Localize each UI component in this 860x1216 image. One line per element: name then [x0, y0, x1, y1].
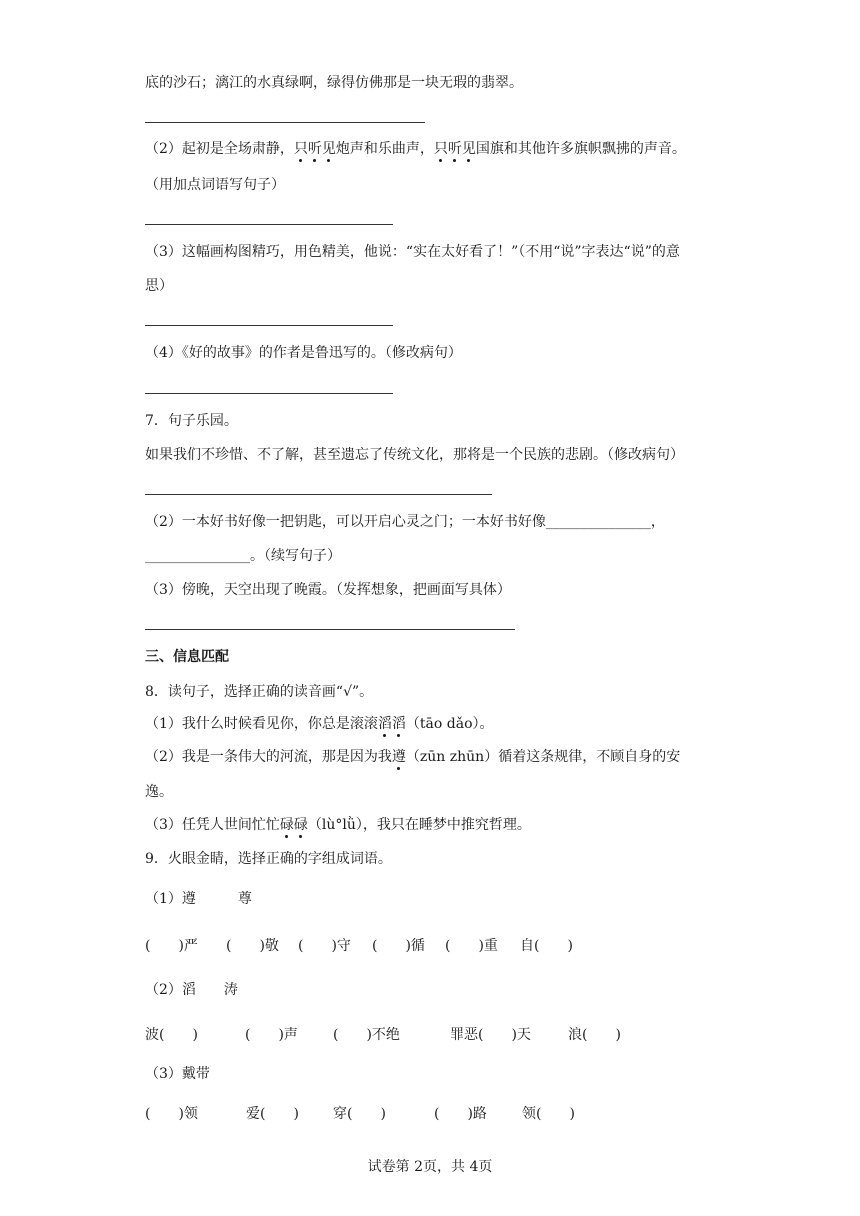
fill-blank-row	[0, 1104, 860, 1124]
group-label: （1）遵 尊	[145, 891, 252, 907]
fill-blank-item[interactable]: ( )重	[445, 938, 498, 954]
fill-blank-item[interactable]: ( )声	[245, 1027, 298, 1043]
fill-blank-item[interactable]: 爱( )	[246, 1106, 299, 1122]
sentence-line	[145, 139, 686, 159]
dotted-char: 只	[433, 141, 448, 157]
fill-blank-row	[0, 1025, 860, 1045]
group-label: （2）滔 涛	[145, 982, 238, 998]
answer-line[interactable]	[145, 325, 393, 326]
sentence-line: （3）这幅画构图精巧，用色精美，他说：“实在太好看了！”（不用“说”字表达“说”的意	[145, 244, 680, 260]
question-title: 7．句子乐园。	[145, 413, 238, 429]
fill-blank-item[interactable]: ( )守	[298, 938, 351, 954]
answer-line[interactable]	[145, 393, 393, 394]
answer-line[interactable]	[145, 122, 425, 123]
fill-blank-item[interactable]: 穿( )	[333, 1106, 386, 1122]
fill-blank-item[interactable]: ( )不绝	[333, 1027, 400, 1043]
instruction-note: （用加点词语写句子）	[145, 177, 285, 193]
text-segment: 炮声和乐曲声，	[335, 141, 434, 157]
question-title: 8．读句子，选择正确的读音画“√”。	[145, 684, 374, 700]
group-label: （3）戴带	[145, 1066, 210, 1082]
fill-blank-item[interactable]: 领( )	[522, 1106, 575, 1122]
sentence-line	[145, 815, 531, 835]
dotted-char: 只	[293, 141, 308, 157]
dotted-char: 碌	[279, 817, 294, 833]
question-title: 9．火眼金睛，选择正确的字组成词语。	[145, 851, 392, 867]
answer-line[interactable]	[145, 629, 515, 630]
text-segment: （3）任凭人世间忙忙	[145, 817, 280, 833]
sentence-line	[145, 714, 494, 734]
answer-line[interactable]	[145, 224, 393, 225]
text-segment: （2）我是一条伟大的河流，那是因为我	[145, 749, 392, 765]
dotted-char: 碌	[293, 817, 308, 833]
dotted-char: 滔	[391, 716, 406, 732]
text-segment: （lù°lǜ），我只在睡梦中推究哲理。	[307, 817, 531, 833]
answer-line[interactable]	[145, 494, 492, 495]
text-segment: （2）起初是全场肃静，	[145, 141, 294, 157]
dotted-char: 见	[461, 141, 476, 157]
sentence-line: _______________。（续写句子）	[145, 548, 341, 564]
sentence-line: 思）	[145, 278, 173, 294]
dotted-char: 遵	[391, 749, 406, 765]
fill-blank-item[interactable]: 波( )	[145, 1027, 198, 1043]
fill-blank-item[interactable]: ( )领	[145, 1106, 198, 1122]
sentence-line	[145, 747, 680, 767]
sentence-line: （4）《好的故事》的作者是鲁迅写的。（修改病句）	[145, 345, 462, 361]
section-heading: 三、信息匹配	[145, 649, 229, 665]
sentence-line: （2）一本好书好像一把钥匙，可以开启心灵之门；一本好书好像_______________，	[145, 514, 665, 530]
fill-blank-item[interactable]: ( )路	[434, 1106, 487, 1122]
dotted-char: 听	[307, 141, 322, 157]
text-segment: （zūn zhūn）循着这条规律，不顾自身的安	[405, 749, 681, 765]
text-segment: 国旗和其他许多旗帜飘拂的声音。	[475, 141, 686, 157]
sentence-line: 底的沙石；漓江的水真绿啊，绿得仿佛那是一块无瑕的翡翠。	[145, 75, 523, 91]
fill-blank-item[interactable]: ( )循	[372, 938, 425, 954]
fill-blank-item[interactable]: 罪恶( )天	[450, 1027, 531, 1043]
fill-blank-item[interactable]: ( )严	[145, 938, 198, 954]
fill-blank-item[interactable]: 浪( )	[568, 1027, 621, 1043]
sentence-line: 如果我们不珍惜、不了解，甚至遗忘了传统文化，那将是一个民族的悲剧。（修改病句）	[145, 447, 684, 463]
page-footer: 试卷第 2页，共 4页	[367, 1159, 493, 1175]
fill-blank-item[interactable]: ( )敬	[226, 938, 279, 954]
text-segment: （tāo dǎo）。	[405, 716, 494, 732]
dotted-char: 听	[447, 141, 462, 157]
dotted-char: 见	[321, 141, 336, 157]
text-segment: （1）我什么时候看见你，你总是滚滚	[145, 716, 378, 732]
dotted-char: 滔	[377, 716, 392, 732]
sentence-line: 逸。	[145, 784, 173, 800]
fill-blank-row	[0, 936, 860, 956]
fill-blank-item[interactable]: 自( )	[520, 938, 573, 954]
sentence-line: （3）傍晚，天空出现了晚霞。（发挥想象，把画面写具体）	[145, 582, 511, 598]
